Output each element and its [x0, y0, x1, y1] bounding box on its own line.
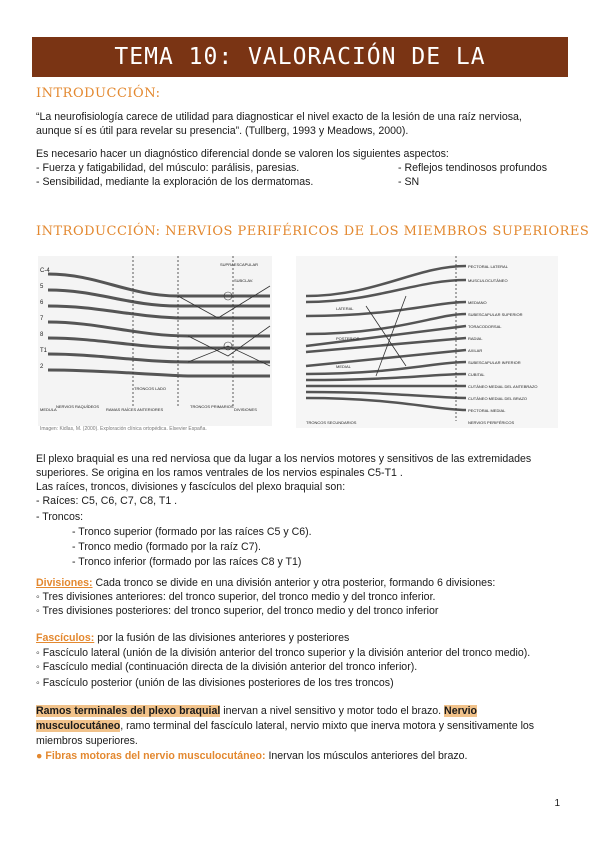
fig-label: DIVISIONES: [234, 407, 257, 412]
divisiones-label: Divisiones:: [36, 577, 93, 589]
fasciculos-line: [36, 631, 349, 645]
nervio-line-2: miembros superiores.: [36, 735, 138, 747]
divisiones-line: [36, 576, 495, 590]
quote-line-2: aunque sí es útil para revelar su presencia”. (Tullberg, 1993 y Meadows, 2000).: [36, 125, 409, 137]
nerve-label: MUSCULOCUTÁNEO: [468, 278, 508, 283]
brachial-plexus-diagram-left: [38, 256, 272, 426]
root-label: 2: [40, 364, 44, 370]
left-item-1: - Fuerza y fatigabilidad, del músculo: parálisis, paresias.: [36, 162, 300, 174]
figure-caption: Imagen: Kidlas, M. (2000). Exploración clínica ortopédica. Elsevier España.: [40, 426, 207, 432]
right-item-2: - SN: [398, 176, 420, 188]
bottom-label: NERVIOS PERIFÉRICOS: [468, 420, 515, 425]
fig-label: TRONCOS PRIMARIOS: [190, 404, 234, 409]
nervio-text: , ramo terminal del fascículo lateral, nervio mixto que inerva motora y sensitivamente los: [120, 720, 535, 732]
troncos-line: - Troncos:: [36, 511, 84, 523]
root-label: C-4: [40, 268, 50, 274]
nerve-label: CUTÁNEO MEDIAL DEL BRAZO: [468, 396, 528, 401]
cord-label: POSTERIOR: [336, 336, 360, 341]
root-label: 7: [40, 316, 44, 322]
nerve-label: RADIAL: [468, 336, 483, 341]
nervio-label-1: Nervio: [444, 705, 478, 717]
intro-heading: INTRODUCCIÓN:: [36, 86, 161, 101]
div-item: ◦ Tres divisiones posteriores: del tronco superior, del tronco medio y del tronco inferior: [36, 605, 439, 617]
section2-heading: INTRODUCCIÓN: NERVIOS PERIFÉRICOS DE LOS MIEMBROS SUPERIORES: [36, 224, 590, 239]
nervio-line: [36, 719, 534, 733]
fig-label: MEDULA: [40, 407, 57, 412]
fibras-label: ● Fibras motoras del nervio musculocutáneo:: [36, 750, 266, 762]
fasciculos-text: por la fusión de las divisiones anteriores y posteriores: [94, 632, 350, 644]
tronco-item: - Tronco superior (formado por las raíces C5 y C6).: [72, 526, 312, 538]
ramos-label: Ramos terminales del plexo braquial: [36, 705, 221, 717]
nervio-label-2: musculocutáneo: [36, 720, 121, 732]
fas-item: ◦ Fascículo medial (continuación directa de la división anterior del tronco inferior).: [36, 661, 418, 673]
nerve-label: PECTORAL MEDIAL: [468, 408, 506, 413]
fig-label: RAMAS RAÍCES ANTERIORES: [106, 407, 164, 412]
bottom-label: TRONCOS SECUNDARIOS: [306, 420, 357, 425]
cord-label: MEDIAL: [336, 364, 351, 369]
plexo-p1-line2: superiores. Se origina en los ramos ventrales de los nervios espinales C5-T1 .: [36, 467, 403, 479]
nerve-label: MEDIANO: [468, 300, 487, 305]
div-item: ◦ Tres divisiones anteriores: del tronco superior, del tronco medio y del tronco inferior.: [36, 591, 436, 603]
left-item-2: - Sensibilidad, mediante la exploración de los dermatomas.: [36, 176, 314, 188]
ramos-text: inervan a nivel sensitivo y motor todo el brazo.: [220, 705, 445, 717]
plexo-p1-line1: El plexo braquial es una red nerviosa que da lugar a los nervios motores y sensitivos de las extremidades: [36, 453, 532, 465]
right-item-1: - Reflejos tendinosos profundos: [398, 162, 547, 174]
fibras-line: [36, 749, 468, 763]
page-number: 1: [554, 798, 560, 809]
quote-line-1: “La neurofisiología carece de utilidad para diagnosticar el nivel exacto de la lesión de una raíz nerviosa,: [36, 111, 522, 123]
diff-line: Es necesario hacer un diagnóstico diferencial donde se valoren los siguientes aspectos:: [36, 148, 449, 160]
fig-label: SUPRAESCAPULAR: [220, 262, 259, 267]
fas-item: ◦ Fascículo lateral (unión de la división anterior del tronco superior y la división anterior del tronco medio).: [36, 647, 531, 659]
nerve-label: SUBESCAPULAR SUPERIOR: [468, 312, 523, 317]
nerve-label: SUBESCAPULAR INFERIOR: [468, 360, 521, 365]
fasciculos-label: Fascículos:: [36, 632, 95, 644]
nerve-label: CUBITAL: [468, 372, 485, 377]
fibras-text: Inervan los músculos anteriores del brazo.: [265, 750, 468, 762]
plexo-p1-line3: Las raíces, troncos, divisiones y fascículos del plexo braquial son:: [36, 481, 346, 493]
page-title: TEMA 10: VALORACIÓN DE LA SENSIBILIDAD: [32, 37, 568, 77]
fig-label: SUBCLAV.: [234, 278, 254, 283]
cord-label: LATERAL: [336, 306, 354, 311]
fig-label: NERVIOS RAQUÍDEOS: [56, 404, 100, 409]
divisiones-text: Cada tronco se divide en una división anterior y otra posterior, formando 6 divisiones:: [92, 577, 496, 589]
raices-line: - Raíces: C5, C6, C7, C8, T1 .: [36, 495, 178, 507]
nerve-label: TORACODORSAL: [468, 324, 502, 329]
nerve-label: AXILAR: [468, 348, 483, 353]
root-label: T1: [40, 348, 48, 354]
tronco-item: - Tronco inferior (formado por las raíces C8 y T1): [72, 556, 302, 568]
root-label: 5: [40, 284, 44, 290]
nerve-label: PECTORAL LATERAL: [468, 264, 508, 269]
tronco-item: - Tronco medio (formado por la raíz C7).: [72, 541, 261, 553]
root-label: 6: [40, 300, 44, 306]
root-label: 8: [40, 332, 44, 338]
nerve-label: CUTÁNEO MEDIAL DEL ANTEBRAZO: [468, 384, 538, 389]
brachial-plexus-diagram-right: [296, 256, 558, 428]
fas-item: ◦ Fascículo posterior (unión de las divisiones posteriores de los tres troncos): [36, 677, 394, 689]
ramos-line: [36, 704, 477, 718]
fig-label: TRONCOS LADO: [134, 386, 167, 391]
